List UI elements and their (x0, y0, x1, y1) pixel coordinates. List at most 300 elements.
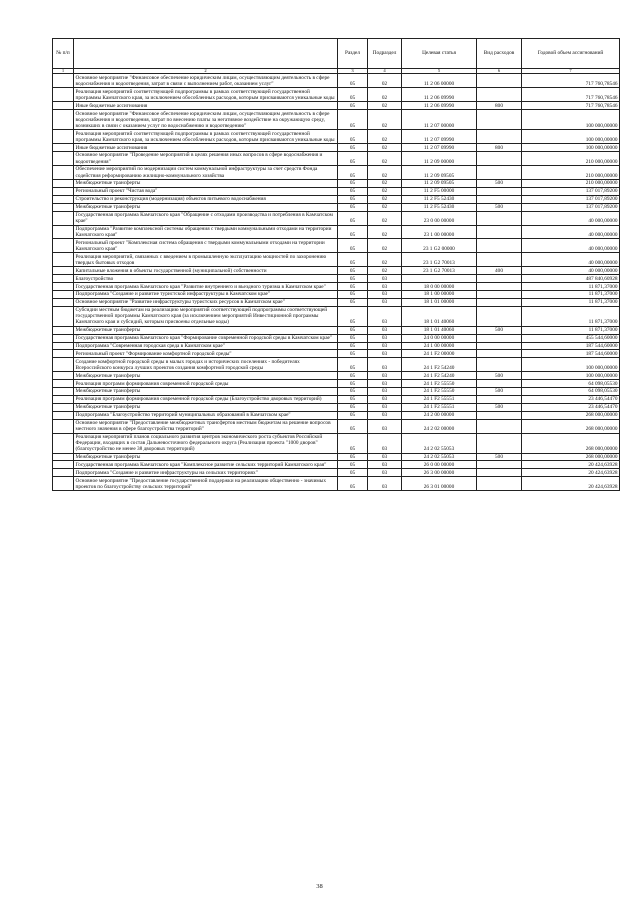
table-row (53, 453, 620, 461)
index-cell: 5 (402, 68, 477, 74)
table-row (53, 433, 620, 453)
row-amount-cell: 64 098,05530 (522, 388, 620, 396)
row-target-cell: 11 2 09 09505 (402, 180, 477, 188)
row-amount-cell: 40 000,00000 (522, 225, 620, 239)
table-row (53, 130, 620, 144)
row-section-cell: 05 (338, 326, 368, 334)
row-amount-cell: 20 424,63928 (522, 469, 620, 477)
row-target-cell: 11 2 07 00000 (402, 110, 477, 130)
row-exp-type-cell (477, 358, 522, 372)
row-section-cell: 05 (338, 477, 368, 491)
row-exp-type-cell (477, 291, 522, 299)
row-amount-cell: 268 000,00000 (522, 419, 620, 433)
row-exp-type-cell (477, 225, 522, 239)
row-subsection-cell: 03 (368, 403, 402, 411)
row-name-cell: Капитальные вложения в объекты государственной (муниципальной) собственности (74, 267, 338, 275)
row-name-cell: Обеспечение мероприятий по модернизации систем коммунальной инфраструктуры за счет средств Фонда содействия реформированию жилищно-коммунального хозяйства (74, 166, 338, 180)
row-name-cell: Межбюджетные трансферты (74, 326, 338, 334)
row-exp-type-cell (477, 433, 522, 453)
table-row (53, 411, 620, 419)
row-name-cell: Региональный проект "Формирование комфортной городской среды" (74, 350, 338, 358)
index-cell: 6 (477, 68, 522, 74)
row-exp-type-cell: 500 (477, 403, 522, 411)
table-row (53, 267, 620, 275)
row-section-cell: 05 (338, 411, 368, 419)
row-subsection-cell: 02 (368, 187, 402, 195)
table-row (53, 358, 620, 372)
row-target-cell: 18 0 00 00000 (402, 283, 477, 291)
row-amount-cell: 11 871,37000 (522, 283, 620, 291)
header-target: Целевая статья (402, 39, 477, 69)
row-section-cell: 05 (338, 152, 368, 166)
row-amount-cell: 11 871,37000 (522, 326, 620, 334)
row-name-cell: Государственная программа Камчатского края "Обращение с отходами производства и потребления в Камчатском крае" (74, 211, 338, 225)
row-exp-type-cell: 500 (477, 326, 522, 334)
header-num: № п/п (53, 39, 74, 69)
row-name-cell: Реализация мероприятий планов социального развития центров экономического роста субъектов Российской Федерации, входящих в состав Дальневосточного федерального округа (Реализация проекта "1000 дворов" (благоустройство не менее 38 дворовых территорий) (74, 433, 338, 453)
row-amount-cell: 717 760,78546 (522, 88, 620, 102)
row-target-cell: 11 2 F5 52430 (402, 203, 477, 211)
row-number-cell (53, 453, 74, 461)
row-subsection-cell: 02 (368, 166, 402, 180)
row-number-cell (53, 372, 74, 380)
row-section-cell: 05 (338, 225, 368, 239)
row-exp-type-cell (477, 152, 522, 166)
row-name-cell: Реализация мероприятий соответствующей подпрограммы в рамках соответствующей государственной программы Камчатского края, за исключением обособленных расходов, которым присваиваются уникальные коды (74, 88, 338, 102)
row-name-cell: Подпрограмма "Современная городская среда в Камчатском крае" (74, 342, 338, 350)
row-number-cell (53, 419, 74, 433)
row-target-cell: 24 1 F2 55550 (402, 380, 477, 388)
row-subsection-cell: 03 (368, 372, 402, 380)
row-section-cell: 05 (338, 267, 368, 275)
row-number-cell (53, 88, 74, 102)
row-name-cell: Региональный проект "Чистая вода" (74, 187, 338, 195)
header-section: Раздел (338, 39, 368, 69)
header-amount: Годовой объем ассигнований (522, 39, 620, 69)
row-exp-type-cell: 800 (477, 144, 522, 152)
row-name-cell: Основное мероприятие "Предоставление государственной поддержки на реализацию общественно - значимых проектов по благоустройству сельских территорий" (74, 477, 338, 491)
row-target-cell: 24 2 02 00000 (402, 419, 477, 433)
table-row (53, 419, 620, 433)
row-subsection-cell: 03 (368, 298, 402, 306)
row-section-cell: 05 (338, 433, 368, 453)
row-subsection-cell: 02 (368, 253, 402, 267)
table-row (53, 395, 620, 403)
row-target-cell: 11 2 F5 52430 (402, 195, 477, 203)
row-name-cell: Подпрограмма "Развитие комплексной системы обращения с твердыми коммунальными отходами на территории Камчатского края" (74, 225, 338, 239)
row-target-cell: 24 2 00 00000 (402, 411, 477, 419)
row-target-cell: 24 1 F2 00000 (402, 350, 477, 358)
row-name-cell: Реализация программ формирования современной городской среды (74, 380, 338, 388)
row-section-cell: 05 (338, 342, 368, 350)
row-name-cell: Межбюджетные трансферты (74, 453, 338, 461)
row-subsection-cell: 02 (368, 110, 402, 130)
row-target-cell: 26 3 00 00000 (402, 469, 477, 477)
table-row (53, 110, 620, 130)
index-cell: 4 (368, 68, 402, 74)
row-name-cell: Межбюджетные трансферты (74, 388, 338, 396)
table-row (53, 372, 620, 380)
row-number-cell (53, 342, 74, 350)
row-amount-cell: 187 544,60000 (522, 342, 620, 350)
row-exp-type-cell (477, 283, 522, 291)
row-section-cell: 05 (338, 130, 368, 144)
row-amount-cell: 717 760,78546 (522, 74, 620, 88)
header-exp-type: Вид расходов (477, 39, 522, 69)
row-target-cell: 23 1 G2 00000 (402, 239, 477, 253)
row-exp-type-cell (477, 306, 522, 326)
row-target-cell: 18 1 00 00000 (402, 291, 477, 299)
table-row (53, 350, 620, 358)
row-amount-cell: 20 424,63928 (522, 477, 620, 491)
row-exp-type-cell (477, 211, 522, 225)
row-target-cell: 18 1 01 00000 (402, 298, 477, 306)
row-target-cell: 24 1 F2 54240 (402, 372, 477, 380)
row-section-cell: 05 (338, 298, 368, 306)
row-exp-type-cell: 500 (477, 453, 522, 461)
row-amount-cell: 23 446,54470 (522, 403, 620, 411)
row-section-cell: 05 (338, 388, 368, 396)
row-name-cell: Государственная программа Камчатского края "Формирование современной городской среды в Камчатском крае" (74, 334, 338, 342)
row-name-cell: Основное мероприятие "Финансовое обеспечение юридическим лицам, осуществляющим деятельность в сфере водоснабжения и водоотведения, затрат по внесению платы за негативное воздействие на окружающую среду, возникших в связи с оказанием услуг по водоснабжению и водоотведению" (74, 110, 338, 130)
row-exp-type-cell (477, 195, 522, 203)
row-section-cell: 05 (338, 239, 368, 253)
row-name-cell: Межбюджетные трансферты (74, 180, 338, 188)
index-cell: 3 (338, 68, 368, 74)
index-cell: 1 (53, 68, 74, 74)
row-section-cell: 05 (338, 74, 368, 88)
row-number-cell (53, 461, 74, 469)
row-amount-cell: 137 017,89200 (522, 203, 620, 211)
row-target-cell: 11 2 06 00000 (402, 74, 477, 88)
row-amount-cell: 40 000,00000 (522, 253, 620, 267)
row-subsection-cell: 02 (368, 102, 402, 110)
row-section-cell: 05 (338, 334, 368, 342)
table-row (53, 306, 620, 326)
row-target-cell: 23 0 00 00000 (402, 211, 477, 225)
row-section-cell: 05 (338, 380, 368, 388)
row-number-cell (53, 334, 74, 342)
row-exp-type-cell (477, 477, 522, 491)
index-cell: 2 (74, 68, 338, 74)
row-target-cell: 23 1 00 00000 (402, 225, 477, 239)
row-number-cell (53, 74, 74, 88)
row-name-cell: Строительство и реконструкция (модернизация) объектов питьевого водоснабжения (74, 195, 338, 203)
table-row (53, 403, 620, 411)
row-number-cell (53, 253, 74, 267)
row-name-cell: Иные бюджетные ассигнования (74, 144, 338, 152)
row-subsection-cell: 02 (368, 180, 402, 188)
row-target-cell: 26 3 01 00000 (402, 477, 477, 491)
row-exp-type-cell: 500 (477, 180, 522, 188)
row-number-cell (53, 388, 74, 396)
row-subsection-cell: 03 (368, 283, 402, 291)
row-section-cell: 05 (338, 211, 368, 225)
row-section-cell: 05 (338, 180, 368, 188)
row-exp-type-cell (477, 469, 522, 477)
row-section-cell: 05 (338, 291, 368, 299)
table-row (53, 334, 620, 342)
row-amount-cell: 137 017,89200 (522, 187, 620, 195)
table-row (53, 88, 620, 102)
row-number-cell (53, 326, 74, 334)
row-exp-type-cell (477, 275, 522, 283)
row-number-cell (53, 152, 74, 166)
row-target-cell: 11 2 09 09505 (402, 166, 477, 180)
row-subsection-cell: 03 (368, 291, 402, 299)
row-amount-cell: 268 000,00000 (522, 453, 620, 461)
row-name-cell: Межбюджетные трансферты (74, 372, 338, 380)
row-exp-type-cell: 800 (477, 102, 522, 110)
row-name-cell: Основное мероприятие "Финансовое обеспечение юридическим лицам, осуществляющим деятельность в сфере водоснабжения и водоотведения, затрат в связи с выполнением работ, оказанием услуг" (74, 74, 338, 88)
row-subsection-cell: 02 (368, 144, 402, 152)
row-amount-cell: 23 446,54470 (522, 395, 620, 403)
row-target-cell: 23 1 G2 70013 (402, 267, 477, 275)
row-target-cell: 11 2 06 09990 (402, 102, 477, 110)
row-amount-cell: 137 017,89200 (522, 195, 620, 203)
table-row (53, 477, 620, 491)
row-section-cell: 05 (338, 461, 368, 469)
page-number: 38 (316, 883, 323, 890)
row-number-cell (53, 380, 74, 388)
row-target-cell: 11 2 F5 00000 (402, 187, 477, 195)
row-amount-cell: 210 000,00000 (522, 180, 620, 188)
table-row (53, 291, 620, 299)
row-target-cell: 24 1 F2 55550 (402, 388, 477, 396)
table-row (53, 283, 620, 291)
row-subsection-cell: 03 (368, 395, 402, 403)
row-section-cell: 05 (338, 166, 368, 180)
row-name-cell: Государственная программа Камчатского края "Комплексное развитие сельских территорий Камчатского края" (74, 461, 338, 469)
row-number-cell (53, 469, 74, 477)
table-row (53, 275, 620, 283)
table-row (53, 195, 620, 203)
row-subsection-cell: 02 (368, 195, 402, 203)
row-target-cell: 11 2 06 09990 (402, 88, 477, 102)
row-number-cell (53, 211, 74, 225)
row-number-cell (53, 130, 74, 144)
row-subsection-cell: 03 (368, 275, 402, 283)
row-subsection-cell: 03 (368, 334, 402, 342)
row-amount-cell: 210 000,00000 (522, 152, 620, 166)
row-section-cell: 05 (338, 144, 368, 152)
row-subsection-cell: 02 (368, 211, 402, 225)
row-subsection-cell: 03 (368, 350, 402, 358)
row-number-cell (53, 291, 74, 299)
row-target-cell: 24 0 00 00000 (402, 334, 477, 342)
row-section-cell: 05 (338, 453, 368, 461)
row-exp-type-cell (477, 110, 522, 130)
row-subsection-cell: 03 (368, 461, 402, 469)
row-amount-cell: 20 424,63928 (522, 461, 620, 469)
row-number-cell (53, 180, 74, 188)
row-number-cell (53, 267, 74, 275)
row-exp-type-cell (477, 74, 522, 88)
row-target-cell: 24 1 F2 55551 (402, 395, 477, 403)
row-exp-type-cell (477, 334, 522, 342)
row-section-cell: 05 (338, 187, 368, 195)
row-exp-type-cell (477, 166, 522, 180)
row-target-cell: 26 0 00 00000 (402, 461, 477, 469)
row-amount-cell: 40 000,00000 (522, 239, 620, 253)
row-exp-type-cell: 500 (477, 372, 522, 380)
table-row (53, 342, 620, 350)
table-row (53, 380, 620, 388)
row-amount-cell: 210 000,00000 (522, 166, 620, 180)
row-subsection-cell: 03 (368, 469, 402, 477)
row-number-cell (53, 195, 74, 203)
row-subsection-cell: 03 (368, 453, 402, 461)
row-exp-type-cell (477, 253, 522, 267)
row-subsection-cell: 03 (368, 306, 402, 326)
row-subsection-cell: 03 (368, 380, 402, 388)
table-row (53, 152, 620, 166)
row-section-cell: 05 (338, 403, 368, 411)
row-number-cell (53, 144, 74, 152)
table-row (53, 225, 620, 239)
table-row (53, 166, 620, 180)
row-number-cell (53, 110, 74, 130)
row-exp-type-cell (477, 395, 522, 403)
row-subsection-cell: 02 (368, 130, 402, 144)
row-exp-type-cell (477, 380, 522, 388)
row-exp-type-cell (477, 239, 522, 253)
row-name-cell: Подпрограмма "Благоустройство территорий муниципальных образований в Камчатском крае" (74, 411, 338, 419)
table-row (53, 211, 620, 225)
row-target-cell: 24 2 02 55053 (402, 433, 477, 453)
row-name-cell: Реализация мероприятий соответствующей подпрограммы в рамках соответствующей государственной программы Камчатского края, за исключением обособленных расходов, которым присваиваются уникальные коды (74, 130, 338, 144)
table-row (53, 187, 620, 195)
row-target-cell: 24 1 00 00000 (402, 342, 477, 350)
row-subsection-cell: 03 (368, 326, 402, 334)
row-amount-cell: 717 760,78546 (522, 102, 620, 110)
row-name-cell: Благоустройство (74, 275, 338, 283)
table-row (53, 144, 620, 152)
row-number-cell (53, 102, 74, 110)
row-amount-cell: 268 000,00000 (522, 411, 620, 419)
row-amount-cell: 100 000,00000 (522, 130, 620, 144)
row-name-cell: Создание комфортной городской среды в малых городах и исторических поселениях - победителях Всероссийского конкурса лучших проектов создания комфортной городской среды (74, 358, 338, 372)
row-subsection-cell: 03 (368, 388, 402, 396)
row-number-cell (53, 395, 74, 403)
row-section-cell: 05 (338, 419, 368, 433)
table-row (53, 469, 620, 477)
row-section-cell: 05 (338, 358, 368, 372)
row-number-cell (53, 283, 74, 291)
row-exp-type-cell (477, 187, 522, 195)
row-number-cell (53, 203, 74, 211)
row-name-cell: Межбюджетные трансферты (74, 203, 338, 211)
budget-table (52, 38, 620, 491)
row-section-cell: 05 (338, 350, 368, 358)
row-number-cell (53, 187, 74, 195)
row-section-cell: 05 (338, 203, 368, 211)
row-subsection-cell: 03 (368, 419, 402, 433)
row-name-cell: Иные бюджетные ассигнования (74, 102, 338, 110)
row-target-cell: 24 2 02 55053 (402, 453, 477, 461)
row-target-cell: 11 2 07 09990 (402, 130, 477, 144)
row-number-cell (53, 166, 74, 180)
row-name-cell: Основное мероприятие "Предоставление межбюджетных трансфертов местным бюджетам на решение вопросов местного значения в сфере благоустройства территорий" (74, 419, 338, 433)
row-exp-type-cell: 500 (477, 388, 522, 396)
row-amount-cell: 187 544,60000 (522, 350, 620, 358)
row-section-cell: 05 (338, 110, 368, 130)
row-name-cell: Основное мероприятие "Проведение мероприятий в целях решения иных вопросов в сфере водоснабжения и водоотведения" (74, 152, 338, 166)
row-subsection-cell: 03 (368, 477, 402, 491)
row-section-cell: 05 (338, 306, 368, 326)
row-subsection-cell: 02 (368, 74, 402, 88)
row-amount-cell: 40 000,00000 (522, 211, 620, 225)
row-section-cell: 05 (338, 88, 368, 102)
row-exp-type-cell: 500 (477, 203, 522, 211)
table-header-row (53, 39, 620, 69)
row-amount-cell: 455 544,60000 (522, 334, 620, 342)
header-subsection: Подраздел (368, 39, 402, 69)
row-name-cell: Субсидии местным бюджетам на реализацию мероприятий соответствующей подпрограммы соответствующей государственной программы Камчатского края (за исключением мероприятий Инвестиционной программы Камчатского края и субсидий, которым присвоены отдельные коды) (74, 306, 338, 326)
row-number-cell (53, 275, 74, 283)
row-amount-cell: 100 000,00000 (522, 144, 620, 152)
row-target-cell: 24 1 F2 54240 (402, 358, 477, 372)
table-row (53, 253, 620, 267)
row-subsection-cell: 03 (368, 411, 402, 419)
row-name-cell: Государственная программа Камчатского края "Развитие внутреннего и въездного туризма в Камчатском крае" (74, 283, 338, 291)
row-number-cell (53, 477, 74, 491)
row-exp-type-cell (477, 350, 522, 358)
row-name-cell: Реализация программ формирования современной городской среды (Благоустройство дворовых территорий) (74, 395, 338, 403)
row-subsection-cell: 02 (368, 88, 402, 102)
row-section-cell: 05 (338, 253, 368, 267)
row-section-cell: 05 (338, 469, 368, 477)
table-row (53, 74, 620, 88)
row-exp-type-cell (477, 419, 522, 433)
row-section-cell: 05 (338, 102, 368, 110)
table-row (53, 203, 620, 211)
row-name-cell: Подпрограмма "Создание и развитие инфраструктуры на сельских территориях" (74, 469, 338, 477)
row-amount-cell: 40 000,00000 (522, 267, 620, 275)
row-amount-cell: 100 000,00000 (522, 372, 620, 380)
row-exp-type-cell (477, 88, 522, 102)
row-amount-cell: 100 000,00000 (522, 358, 620, 372)
row-exp-type-cell (477, 461, 522, 469)
row-subsection-cell: 02 (368, 203, 402, 211)
row-section-cell: 05 (338, 195, 368, 203)
row-target-cell: 18 1 01 40060 (402, 326, 477, 334)
row-number-cell (53, 306, 74, 326)
row-section-cell: 05 (338, 395, 368, 403)
row-name-cell: Подпрограмма "Создание и развитие туристской инфраструктуры в Камчатском крае" (74, 291, 338, 299)
row-amount-cell: 11 871,37000 (522, 298, 620, 306)
row-subsection-cell: 03 (368, 433, 402, 453)
table-row (53, 180, 620, 188)
row-target-cell (402, 275, 477, 283)
table-row (53, 461, 620, 469)
row-amount-cell: 100 000,00000 (522, 110, 620, 130)
row-number-cell (53, 433, 74, 453)
row-subsection-cell: 03 (368, 358, 402, 372)
row-name-cell: Основное мероприятие "Развитие инфраструктуры туристских ресурсов в Камчатском крае" (74, 298, 338, 306)
table-row (53, 388, 620, 396)
row-target-cell: 11 2 07 09990 (402, 144, 477, 152)
row-number-cell (53, 411, 74, 419)
row-section-cell: 05 (338, 283, 368, 291)
header-name (74, 39, 338, 69)
table-row (53, 326, 620, 334)
row-number-cell (53, 403, 74, 411)
row-target-cell: 18 1 01 40060 (402, 306, 477, 326)
row-exp-type-cell (477, 298, 522, 306)
row-amount-cell: 64 098,05530 (522, 380, 620, 388)
row-amount-cell: 268 000,00000 (522, 433, 620, 453)
